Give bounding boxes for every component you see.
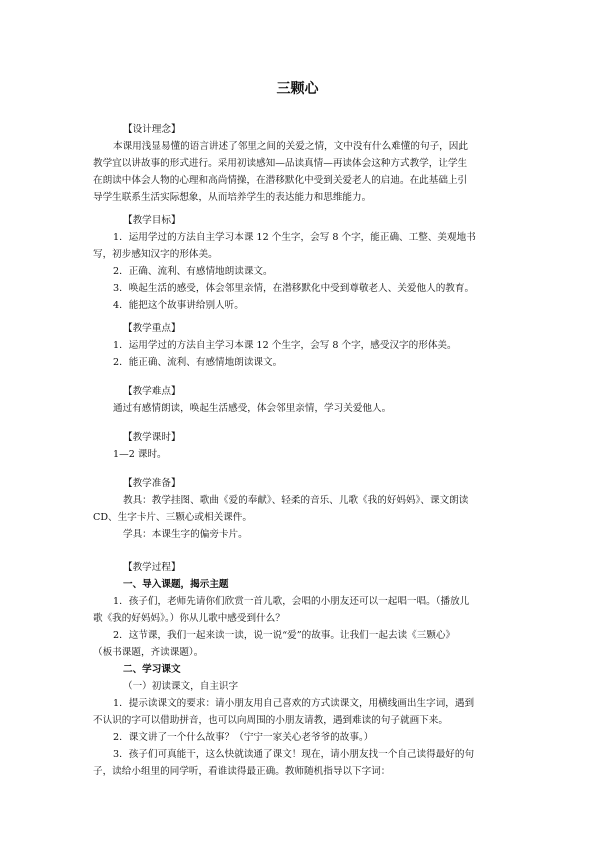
- concept-line: 导学生联系生活实际想象，从而培养学生的表达能力和思维能力。: [93, 192, 372, 203]
- section-heading-difficulty: 【教学难点】: [123, 386, 181, 397]
- process-line: 不认识的字可以借助拼音，也可以向周围的小朋友请教，遇到难读的句子就画下来。: [93, 715, 448, 726]
- process-line: 1．孩子们，老师先请你们欣赏一首儿歌，会唱的小朋友还可以一起唱一唱。（播放儿: [113, 596, 470, 607]
- section-heading-prep: 【教学准备】: [123, 478, 181, 489]
- process-part1-title: 一、导入课题，揭示主题: [123, 579, 229, 590]
- process-line: 子，读给小组里的同学听，看谁读得最正确。教师随机指导以下字词：: [93, 766, 391, 777]
- process-line: 2．这节课，我们一起来读一读，说一说“爱”的故事。让我们一起去读《三颗心》: [113, 630, 456, 641]
- keypoints-line: 1．运用学过的方法自主学习本课 12 个生字，会写 8 个字，感受汉字的形体美。: [113, 340, 457, 351]
- keypoints-line: 2．能正确、流利、有感情地朗读课文。: [113, 357, 283, 368]
- goals-line: 2．正确、流利、有感情地朗读课文。: [113, 266, 273, 277]
- section-heading-process: 【教学过程】: [123, 562, 181, 573]
- goals-line: 3．唤起生活的感受，体会邻里亲情，在潜移默化中受到尊敬老人、关爱他人的教育。: [113, 283, 475, 294]
- concept-line: 在朗读中体会人物的心理和高尚情操，在潜移默化中受到关爱老人的启迪。在此基础上引: [93, 175, 468, 186]
- hours-line: 1—2 课时。: [113, 449, 167, 460]
- goals-line: 写，初步感知汉字的形体美。: [93, 249, 218, 260]
- prep-line: CD、生字卡片、三颗心或相关课件。: [93, 512, 252, 523]
- prep-line: 学具：本课生字的偏旁卡片。: [123, 529, 248, 540]
- goals-line: 4．能把这个故事讲给别人听。: [113, 300, 244, 311]
- process-line: 3．孩子们可真能干，这么快就读通了课文！现在，请小朋友找一个自己读得最好的句: [113, 749, 475, 760]
- section-heading-concept: 【设计理念】: [123, 124, 181, 135]
- section-heading-keypoints: 【教学重点】: [123, 323, 181, 334]
- concept-line: 本课用浅显易懂的语言讲述了邻里之间的关爱之情，文中没有什么难懂的句子，因此: [113, 141, 468, 152]
- section-heading-hours: 【教学课时】: [123, 432, 181, 443]
- prep-line: 教具：教学挂图、歌曲《爱的奉献》、轻柔的音乐、儿歌《我的好妈妈》、课文朗读: [123, 495, 469, 506]
- process-part2-subtitle: （一）初读课文，自主识字: [123, 681, 239, 692]
- process-line: 歌《我的好妈妈》。）你从儿歌中感受到什么？: [93, 613, 285, 624]
- document-title: 三颗心: [276, 81, 319, 97]
- process-line: 2．课文讲了一个什么故事？（宁宁一家关心老爷爷的故事。）: [113, 732, 374, 743]
- process-part2-title: 二、学习课文: [123, 664, 181, 675]
- concept-line: 教学宜以讲故事的形式进行。采用初读感知—品读真情—再读体会这种方式教学，让学生: [93, 158, 468, 169]
- goals-line: 1．运用学过的方法自主学习本课 12 个生字，会写 8 个字，能正确、工整、美观地书: [113, 232, 476, 243]
- section-heading-goals: 【教学目标】: [123, 215, 181, 226]
- difficulty-line: 通过有感情朗读，唤起生活感受，体会邻里亲情，学习关爱他人。: [113, 403, 392, 414]
- process-line: 1．提示读课文的要求：请小朋友用自己喜欢的方式读课文，用横线画出生字词，遇到: [113, 698, 475, 709]
- process-line: （板书课题，齐读课题）。: [93, 647, 204, 658]
